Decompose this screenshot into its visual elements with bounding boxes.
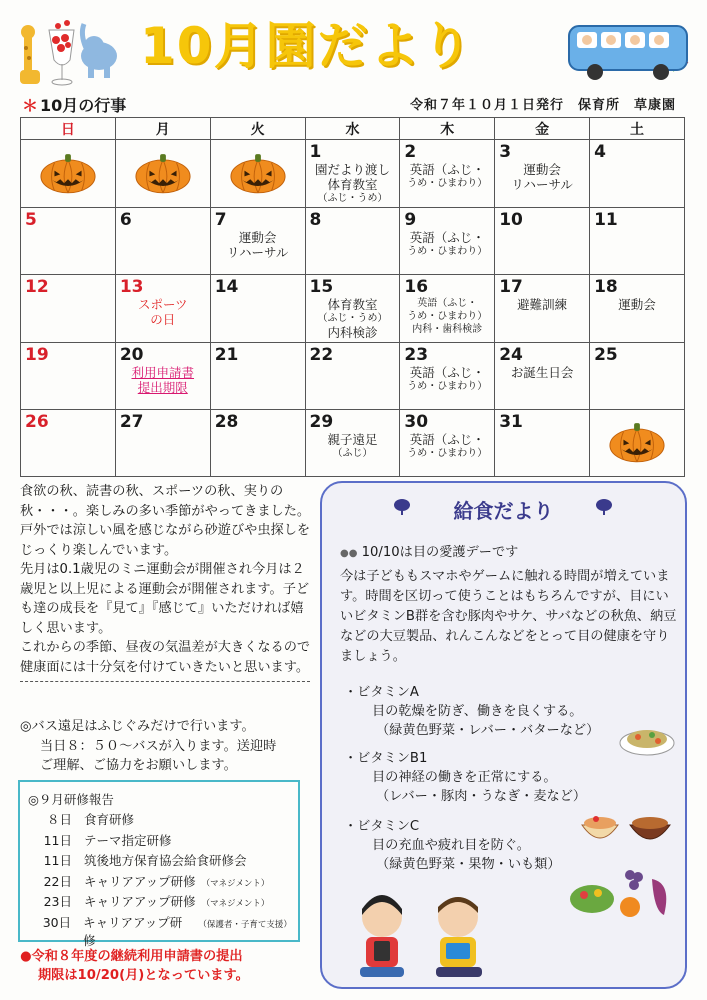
training-day: 30日: [42, 914, 72, 930]
eyes-icon: ●●: [340, 548, 358, 559]
day-number: 19: [25, 345, 49, 365]
day-number: 17: [499, 277, 523, 297]
deadline-notice: [20, 947, 320, 985]
event-text: うめ・ひまわり）: [407, 381, 488, 392]
lunch-body-text: 今は子どももスマホやゲームに触れる時間が増えています。時間を区切って使うことはもちろんですが、目にいいビタミンB群を含む豚肉やサケ、サバなどの秋魚、納豆などの大豆製品、れんこんなどをとって目の健康を守りましょう。: [340, 569, 677, 664]
day-number: 21: [214, 345, 239, 365]
issue-line: 令和７年１０月１日発行 保育所 草康園: [409, 98, 676, 113]
weekday-header: 金: [495, 118, 590, 140]
event-text: 提出期限: [137, 380, 188, 395]
bus-trip-note: [20, 717, 312, 776]
event-text: 英語（ふじ・: [409, 365, 485, 380]
vegetables-illustration: [568, 863, 678, 925]
day-number: 10: [499, 210, 523, 230]
deadline-line: ●令和８年度の継続利用申請書の提出: [20, 949, 243, 964]
training-subnote: （マネジメント）: [201, 878, 270, 889]
event-text: うめ・ひまわり）: [407, 178, 488, 189]
training-name: キャリアアップ研修: [84, 894, 196, 909]
bus-note-line: ご理解、ご協力をお願いします。: [40, 758, 237, 773]
deadline-line: 期限は10/20(月)となっています。: [38, 968, 249, 983]
calendar-day-cell: [495, 343, 590, 410]
event-text: 内科・歯科検診: [412, 324, 483, 335]
intro-paragraph-3: これからの季節、昼夜の気温差が大きくなるので健康面には十分気を付けていきたいと思います。: [20, 640, 311, 675]
event-text: 英語（ふじ・: [409, 230, 485, 245]
calendar-day-cell: [305, 343, 400, 410]
training-subnote: （保護者・子育て支援）: [198, 919, 292, 930]
calendar-day-cell: [590, 275, 685, 343]
dashed-divider: [20, 681, 310, 682]
calendar-week-row: [21, 275, 685, 343]
day-number: 6: [119, 210, 132, 230]
training-row: [28, 872, 290, 893]
event-text: うめ・ひまわり）: [407, 311, 488, 322]
weekday-header: 火: [210, 118, 305, 140]
calendar-day-cell: [400, 208, 495, 275]
training-day: 22日: [43, 873, 72, 889]
calendar-day-cell: [21, 343, 116, 410]
calendar-day-cell: [495, 275, 590, 343]
event-text: 内科検診: [327, 325, 378, 340]
event-text: 英語（ふじ・: [409, 162, 485, 177]
event-text: （ふじ）: [332, 448, 373, 459]
calendar-day-cell: [495, 208, 590, 275]
vitamin-b1-block: ・ビタミンB1 目の神経の働きを正常にする。 （レバー・豚肉・うなぎ・麦など）: [344, 751, 587, 804]
training-row: [28, 831, 290, 852]
event-text: 園だより渡し: [314, 162, 390, 177]
calendar-day-cell: [210, 275, 305, 343]
day-number: 12: [25, 277, 49, 297]
day-number: 31: [499, 412, 523, 432]
event-text: うめ・ひまわり）: [407, 246, 488, 257]
calendar-day-cell: [115, 140, 210, 208]
calendar-day-cell: [590, 343, 685, 410]
calendar-day-cell: [210, 410, 305, 477]
events-calendar: [20, 117, 685, 477]
event-text: 英語（ふじ・: [417, 298, 478, 309]
day-number: 23: [404, 345, 429, 365]
calendar-day-cell: [590, 208, 685, 275]
day-number: 30: [404, 412, 429, 432]
event-text: 体育教室: [327, 297, 378, 312]
calendar-day-cell: [305, 140, 400, 208]
weekday-header: 土: [590, 118, 685, 140]
intro-paragraph-1: 食欲の秋、読書の秋、スポーツの秋、実りの秋・・・。楽しみの多い季節がやってきました。戸外では涼しい風を感じながら砂遊びや虫探しをじっくり楽しんでいます。: [20, 484, 311, 558]
day-number: 22: [309, 345, 334, 365]
calendar-day-cell: [21, 208, 116, 275]
training-subnote: （マネジメント）: [201, 899, 270, 909]
calendar-day-cell: [21, 410, 116, 477]
weekday-header: 水: [305, 118, 400, 140]
event-text: うめ・ひまわり）: [407, 448, 488, 459]
training-day: 11日: [43, 853, 72, 868]
event-text: リハーサル: [226, 245, 289, 260]
day-number: 5: [25, 210, 37, 230]
event-text: （ふじ・うめ）: [317, 313, 388, 324]
day-number: 2: [404, 142, 417, 162]
calendar-day-cell: [115, 343, 210, 410]
day-number: 29: [309, 412, 334, 432]
calendar-day-cell: [115, 208, 210, 275]
calendar-day-cell: [21, 140, 116, 208]
training-name: キャリアアップ研修: [84, 873, 196, 889]
calendar-week-row: [21, 343, 685, 410]
calendar-day-cell: [210, 140, 305, 208]
calendar-day-cell: [400, 275, 495, 343]
calendar-week-row: [21, 410, 685, 477]
training-name: キャリアアップ研修: [83, 914, 183, 948]
event-text: お誕生日会: [510, 365, 574, 380]
training-name: 食育研修: [84, 812, 135, 827]
day-number: 26: [25, 412, 49, 432]
intro-text: [20, 482, 312, 684]
eye-day-line: ●● 10/10は目の愛護デーです: [340, 545, 519, 560]
training-title: ◎９月研修報告: [28, 792, 114, 807]
day-number: 7: [214, 210, 227, 230]
vitamin-a-block: ・ビタミンA 目の乾燥を防ぎ、働きを良くする。 （緑黄色野菜・レバー・バターなど）: [344, 685, 600, 738]
day-number: 14: [214, 277, 239, 297]
calendar-day-cell: [115, 275, 210, 343]
lunch-news-panel: [320, 481, 687, 989]
weekday-header: 日: [21, 118, 116, 140]
vitamin-c-block: ・ビタミンC 目の充血や疲れ目を防ぐ。 （緑黄色野菜・果物・いも類）: [344, 819, 561, 872]
event-text: の日: [150, 312, 176, 327]
calendar-week-row: [21, 140, 685, 208]
day-number: 25: [594, 345, 618, 365]
weekday-header: 木: [400, 118, 495, 140]
calendar-header-row: [21, 118, 685, 140]
calendar-day-cell: [400, 140, 495, 208]
day-number: 13: [119, 277, 144, 297]
calendar-day-cell: [495, 140, 590, 208]
intro-paragraph-2: 先月は0.1歳児のミニ運動会が開催され今月は２歳児と以上児による運動会が開催されます。子ども達の成長を『見て』『感じて』いただければ嬉しく思います。: [20, 562, 310, 636]
event-text: 英語（ふじ・: [409, 432, 485, 447]
training-name: テーマ指定研修: [84, 832, 172, 848]
event-text: 運動会: [238, 230, 277, 245]
rice-bowl-illustration: [578, 805, 674, 851]
calendar-day-cell: [115, 410, 210, 477]
newsletter-title: 10月園だより: [140, 17, 474, 75]
training-row: [28, 892, 290, 913]
event-text: （ふじ・うめ）: [317, 193, 388, 204]
training-name: 筑後地方保育協会給食研修会: [84, 853, 247, 868]
day-number: 9: [404, 210, 417, 230]
calendar-day-cell: [305, 208, 400, 275]
training-row: [28, 810, 290, 831]
bus-note-line: ◎バス遠足はふじぐみだけで行います。: [20, 719, 255, 734]
giraffe-elephant-illustration: [14, 12, 124, 90]
salad-plate-illustration: [618, 721, 676, 757]
pumpkin-icon: [39, 150, 97, 194]
header: [0, 0, 707, 92]
subheader: [22, 93, 692, 115]
event-text: スポーツ: [138, 297, 188, 312]
day-number: 1: [309, 142, 322, 162]
event-text: 親子遠足: [327, 432, 378, 447]
calendar-day-cell: [210, 208, 305, 275]
day-number: 24: [499, 345, 523, 365]
weekday-header: 月: [115, 118, 210, 140]
events-heading: ＊ 10月の行事: [22, 96, 127, 115]
children-with-devices-illustration: [340, 883, 510, 983]
calendar-day-cell: [305, 410, 400, 477]
training-row: [28, 913, 292, 948]
training-day: ８日: [46, 812, 72, 827]
event-text: リハーサル: [511, 177, 573, 192]
pumpkin-icon: [229, 150, 287, 194]
event-text: 運動会: [618, 297, 656, 312]
training-report-box: [18, 780, 300, 948]
training-day: 11日: [43, 832, 72, 848]
cloud-icon: [594, 497, 614, 517]
calendar-day-cell: [210, 343, 305, 410]
asterisk-icon: ＊: [22, 96, 39, 115]
bus-note-line: 当日８：５０～バスが入ります。送迎時: [40, 738, 277, 754]
pumpkin-icon: [134, 150, 192, 194]
lunch-title: 給食だより: [453, 499, 554, 523]
calendar-day-cell: [400, 343, 495, 410]
calendar-day-cell: [590, 410, 685, 477]
day-number: 16: [404, 277, 429, 297]
event-text: 避難訓練: [517, 297, 568, 312]
day-number: 15: [309, 277, 334, 297]
event-text: 運動会: [523, 162, 561, 177]
pumpkin-icon: [608, 420, 666, 464]
calendar-week-row: [21, 208, 685, 275]
day-number: 18: [594, 277, 618, 297]
day-number: 11: [594, 210, 618, 230]
day-number: 8: [309, 210, 322, 230]
day-number: 28: [214, 412, 239, 432]
calendar-day-cell: [495, 410, 590, 477]
event-text: 体育教室: [327, 177, 378, 192]
training-row: [28, 851, 290, 872]
day-number: 4: [594, 142, 606, 162]
day-number: 20: [119, 345, 144, 365]
training-day: 23日: [43, 894, 72, 909]
day-number: 3: [499, 142, 512, 162]
calendar-day-cell: [21, 275, 116, 343]
event-text: 利用申請書: [131, 365, 195, 380]
calendar-day-cell: [590, 140, 685, 208]
calendar-day-cell: [400, 410, 495, 477]
bus-illustration: [565, 18, 697, 86]
calendar-day-cell: [305, 275, 400, 343]
day-number: 27: [119, 412, 144, 432]
